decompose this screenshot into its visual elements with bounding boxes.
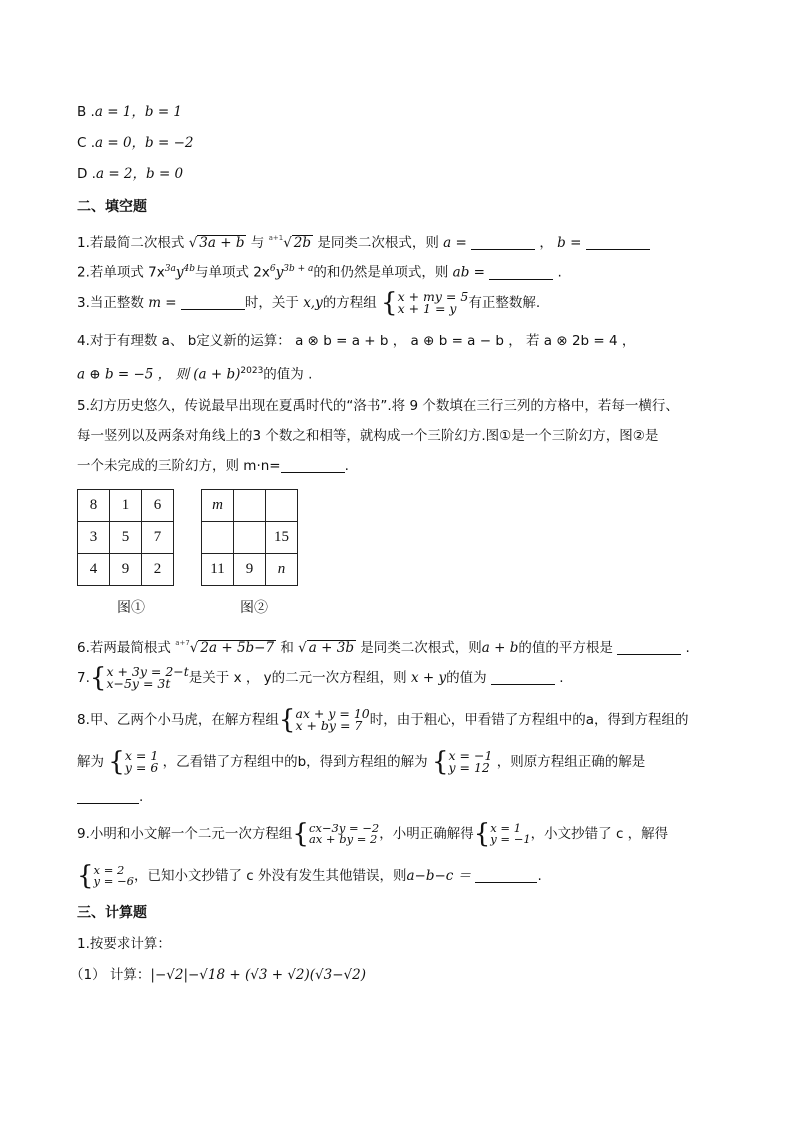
option-b-expr: a = 1，b = 1 bbox=[94, 104, 183, 120]
question-5-line-1: 5.幻方历史悠久，传说最早出现在夏禹时代的“洛书”.将 9 个数填在三行三列的方格中，若每一横行、 bbox=[77, 398, 679, 414]
calc-expression: |−√2|−√18 + (√3 + √2)(√3−√2) bbox=[150, 967, 367, 983]
equation-system: { ax + y = 10 x + by = 7 bbox=[278, 705, 370, 735]
answer-blank bbox=[77, 789, 139, 804]
option-d: D .a = 2，b = 0 bbox=[77, 166, 184, 182]
option-b: B .a = 1，b = 1 bbox=[77, 104, 183, 120]
question-9-line-2: { x = 2 y = −6 ，已知小文抄错了 c 外没有发生其他错误，则a−b−c ＝ . bbox=[77, 861, 542, 891]
equation-system: { cx−3y = −2 ax + by = 2 bbox=[292, 819, 380, 849]
question-4-line-1: 4.对于有理数 a、 b定义新的运算： a ⊗ b = a + b ， a ⊕ b = a − b ， 若 a ⊗ 2b = 4 ， bbox=[77, 333, 636, 349]
calc-part-1: （1） 计算：|−√2|−√18 + (√3 + √2)(√3−√2) bbox=[70, 967, 367, 983]
question-5-line-3: 一个未完成的三阶幻方，则 m·n= . bbox=[77, 458, 349, 474]
figure-1-caption: 图① bbox=[117, 601, 145, 616]
option-d-expr: a = 2，b = 0 bbox=[95, 166, 184, 182]
answer-blank bbox=[586, 235, 650, 250]
magic-square-1: 8 1 6 3 5 7 4 9 2 bbox=[77, 489, 174, 586]
question-7: 7. { x + 3y = 2−t x−5y = 3t 是关于 x ， y的二元一次方程组，则 x + y的值为 . bbox=[77, 663, 564, 693]
question-1: 1.若最简二次根式 √ 3a + b 与 $^{a+1}$√ 2b 是同类二次根式，则 a = ， b = bbox=[77, 228, 650, 253]
solution-system: { x = 1 y = 6 bbox=[108, 747, 159, 777]
solution-system: { x = 1 y = −1 bbox=[473, 819, 531, 849]
answer-blank bbox=[617, 640, 681, 655]
question-8-line-1: 8.甲、乙两个小马虎，在解方程组 { ax + y = 10 x + by = 7 时，由于粗心，甲看错了方程组中的a，得到方程组的 bbox=[77, 705, 689, 735]
question-6: 6.若两最简根式 $^{a+7}$√ 2a + 5b−7 和 √ a + 3b 是同类二次根式，则a + b的值的平方根是 . bbox=[77, 639, 690, 656]
answer-blank bbox=[489, 265, 553, 280]
question-3: 3.当正整数 m = 时，关于 x,y的方程组 { x + my = 5 x + 1 = y 有正整数解. bbox=[77, 288, 541, 318]
section-calculation-title: 三、计算题 bbox=[77, 905, 147, 921]
question-5-line-2: 每一竖列以及两条对角线上的3 个数之和相等，就构成一个三阶幻方.图①是一个三阶幻方，图②是 bbox=[77, 428, 659, 444]
solution-system: { x = 2 y = −6 bbox=[77, 861, 134, 891]
answer-blank bbox=[471, 235, 535, 250]
equation-system: { x + my = 5 x + 1 = y bbox=[381, 288, 469, 318]
question-8-line-2: 解为 { x = 1 y = 6 ，乙看错了方程组中的b，得到方程组的解为 { x = −1 y = 12 ，则原方程组正确的解是 bbox=[77, 747, 646, 777]
question-4-line-2: a ⊕ b = −5 ， 则 $(a + b)^{2023}$的值为 . bbox=[77, 366, 313, 383]
equation-system: { x + 3y = 2−t x−5y = 3t bbox=[89, 663, 189, 693]
figure-2-caption: 图② bbox=[240, 601, 268, 616]
calc-question-1: 1.按要求计算： bbox=[77, 936, 171, 952]
answer-blank bbox=[281, 458, 345, 473]
section-fill-blank-title: 二、填空题 bbox=[77, 199, 147, 215]
option-c: C .a = 0，b = −2 bbox=[77, 135, 194, 151]
question-9-line-1: 9.小明和小文解一个二元一次方程组 { cx−3y = −2 ax + by = 2 ，小明正确解得 { x = 1 y = −1 ，小文抄错了 c ，解得 bbox=[77, 819, 669, 849]
solution-system: { x = −1 y = 12 bbox=[431, 747, 493, 777]
question-2: 2.若单项式 $7x^{3a}y^{4b}$与单项式 $2x^6y^{3b + a}$的和仍然是单项式，则 ab = . bbox=[77, 264, 562, 281]
option-c-expr: a = 0，b = −2 bbox=[95, 135, 194, 151]
question-8-line-3: . bbox=[77, 787, 143, 807]
answer-blank bbox=[491, 670, 555, 685]
answer-blank bbox=[181, 295, 245, 310]
magic-square-2: m 15 11 9 n bbox=[201, 489, 298, 586]
answer-blank bbox=[475, 868, 537, 883]
